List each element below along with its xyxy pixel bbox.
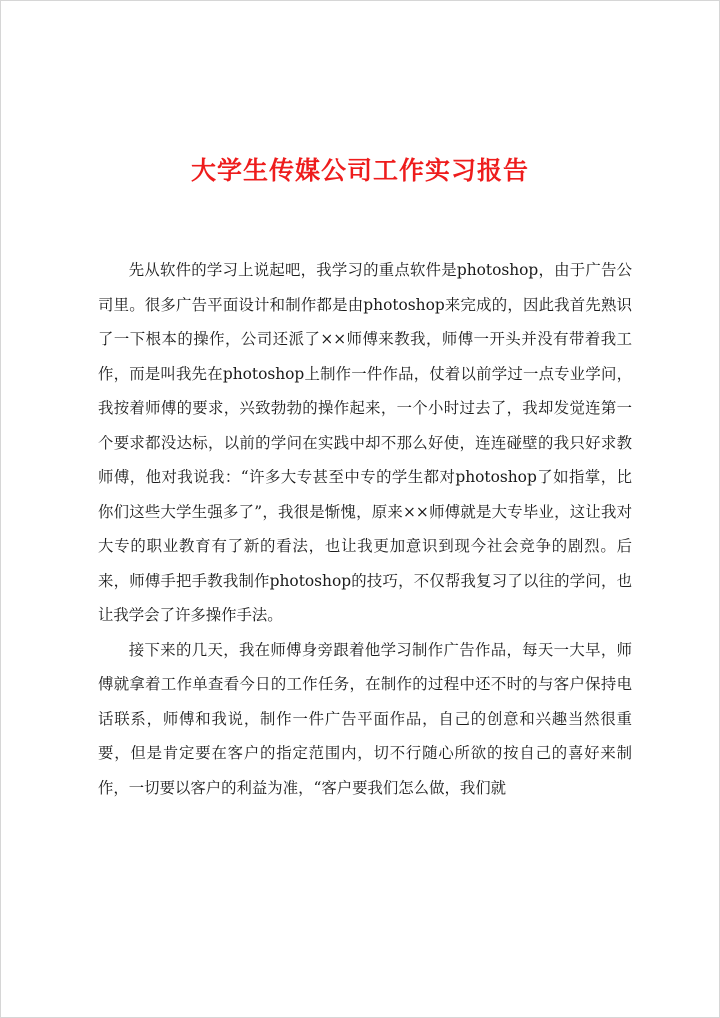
paragraph-following-days: 接下来的几天，我在师傅身旁跟着他学习制作广告作品，每天一大早，师傅就拿着工作单查看今日的工作任务，在制作的过程中还不时的与客户保持电话联系，师傅和我说，制作一件广告平面作品，自己的创意和兴趣当然很重要，但是肯定要在客户的指定范围内，切不行随心所欲的按自己的喜好来制作，一切要以客户的利益为准，“客户要我们怎么做，我们就 xyxy=(98,640,632,797)
paragraph-software-learning: 先从软件的学习上说起吧，我学习的重点软件是photoshop，由于广告公司里。很多广告平面设计和制作都是由photoshop来完成的，因此我首先熟识了一下根本的操作，公司还派了××师傅来教我，师傅一开头并没有带着我工作，而是叫我先在photoshop上制作一件作品，仗着以前学过一点专业学问，我按着师傅的要求，兴致勃勃的操作起来，一个小时过去了，我却发觉连第一个要求都没达标，以前的学问在实践中却不那么好使，连连碰壁的我只好求教师傅，他对我说我：“许多大专甚至中专的学生都对photoshop了如指掌，比你们这些大学生强多了”，我很是惭愧，原来××师傅就是大专毕业，这让我对大专的职业教育有了新的看法，也让我更加意识到现今社会竞争的剧烈。后来，师傅手把手教我制作photoshop的技巧，不仅帮我复习了以往的学问，也让我学会了许多操作手法。 xyxy=(98,261,632,624)
document-title: 大学生传媒公司工作实习报告 xyxy=(190,156,529,185)
document-body xyxy=(98,253,632,805)
